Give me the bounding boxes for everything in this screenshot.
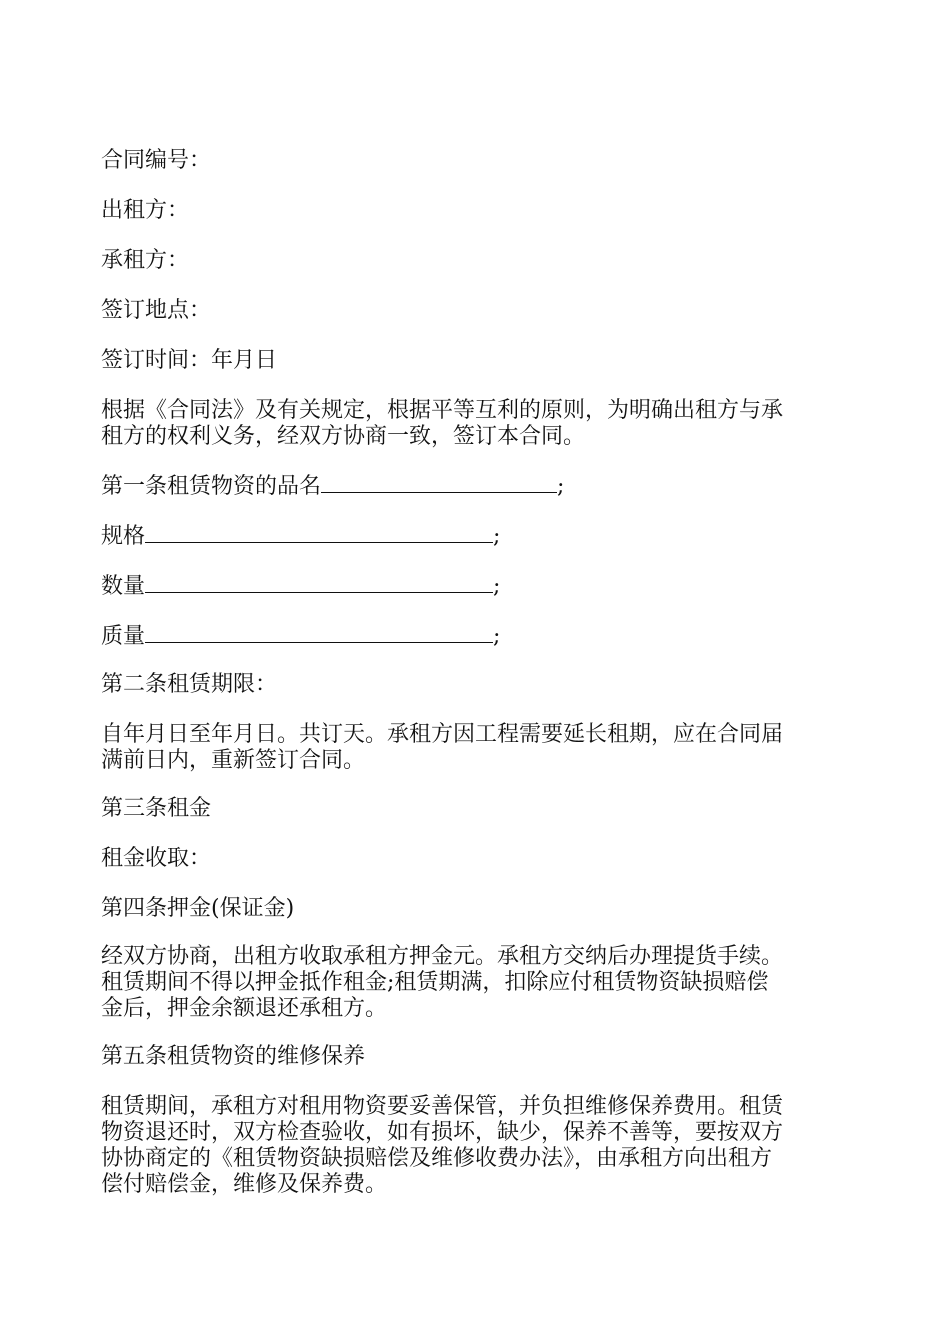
article4-title: 第四条押金(保证金) [101, 896, 295, 921]
spec-label: 规格 [101, 524, 146, 549]
semicolon: ; [493, 524, 501, 549]
article5-line: 协协商定的《租赁物资缺损赔偿及维修收费办法》，由承租方向出租方 [101, 1146, 773, 1171]
article1-quality [101, 622, 853, 650]
quality-label: 质量 [101, 624, 146, 649]
article1-item-name [101, 472, 853, 500]
signing-place-label: 签订地点： [101, 298, 212, 323]
article3-title: 第三条租金 [101, 796, 212, 821]
signing-time-label: 签订时间：年月日 [101, 348, 278, 373]
item-name-blank [321, 472, 557, 493]
article3-body: 租金收取： [101, 846, 212, 871]
article1-quantity [101, 572, 853, 600]
article1-spec [101, 522, 853, 550]
semicolon: ; [493, 624, 501, 649]
contract-number-label: 合同编号： [101, 148, 212, 173]
article5-line: 租赁期间，承租方对租用物资要妥善保管，并负担维修保养费用。租赁 [101, 1094, 784, 1119]
article5-title: 第五条租赁物资的维修保养 [101, 1044, 366, 1069]
article2-line: 满前日内，重新签订合同。 [101, 748, 366, 773]
article5-line: 物资退还时，双方检查验收，如有损坏，缺少，保养不善等，要按双方 [101, 1120, 784, 1145]
article2-line: 自年月日至年月日。共订天。承租方因工程需要延长租期，应在合同届 [101, 722, 784, 747]
quantity-label: 数量 [101, 574, 146, 599]
quantity-blank [145, 572, 493, 593]
preamble-paragraph [101, 398, 853, 450]
article4-line: 租赁期间不得以押金抵作租金;租赁期满，扣除应付租赁物资缺损赔偿 [101, 970, 769, 995]
spec-blank [145, 522, 493, 543]
article4-line: 经双方协商，出租方收取承租方押金元。承租方交纳后办理提货手续。 [101, 944, 784, 969]
article4-body [101, 944, 853, 1022]
semicolon: ; [493, 574, 501, 599]
semicolon: ; [557, 474, 565, 499]
article5-line: 偿付赔偿金，维修及保养费。 [101, 1172, 388, 1197]
article2-body [101, 722, 853, 774]
quality-blank [145, 622, 493, 643]
lessor-label: 出租方： [101, 198, 190, 223]
preamble-line: 租方的权利义务，经双方协商一致，签订本合同。 [101, 424, 586, 449]
preamble-line: 根据《合同法》及有关规定，根据平等互利的原则，为明确出租方与承 [101, 398, 784, 423]
article2-title: 第二条租赁期限： [101, 672, 278, 697]
article5-body [101, 1094, 853, 1198]
lessee-label: 承租方： [101, 248, 190, 273]
article4-line: 金后，押金余额退还承租方。 [101, 996, 388, 1021]
article1-title: 第一条租赁物资的品名 [101, 474, 322, 499]
